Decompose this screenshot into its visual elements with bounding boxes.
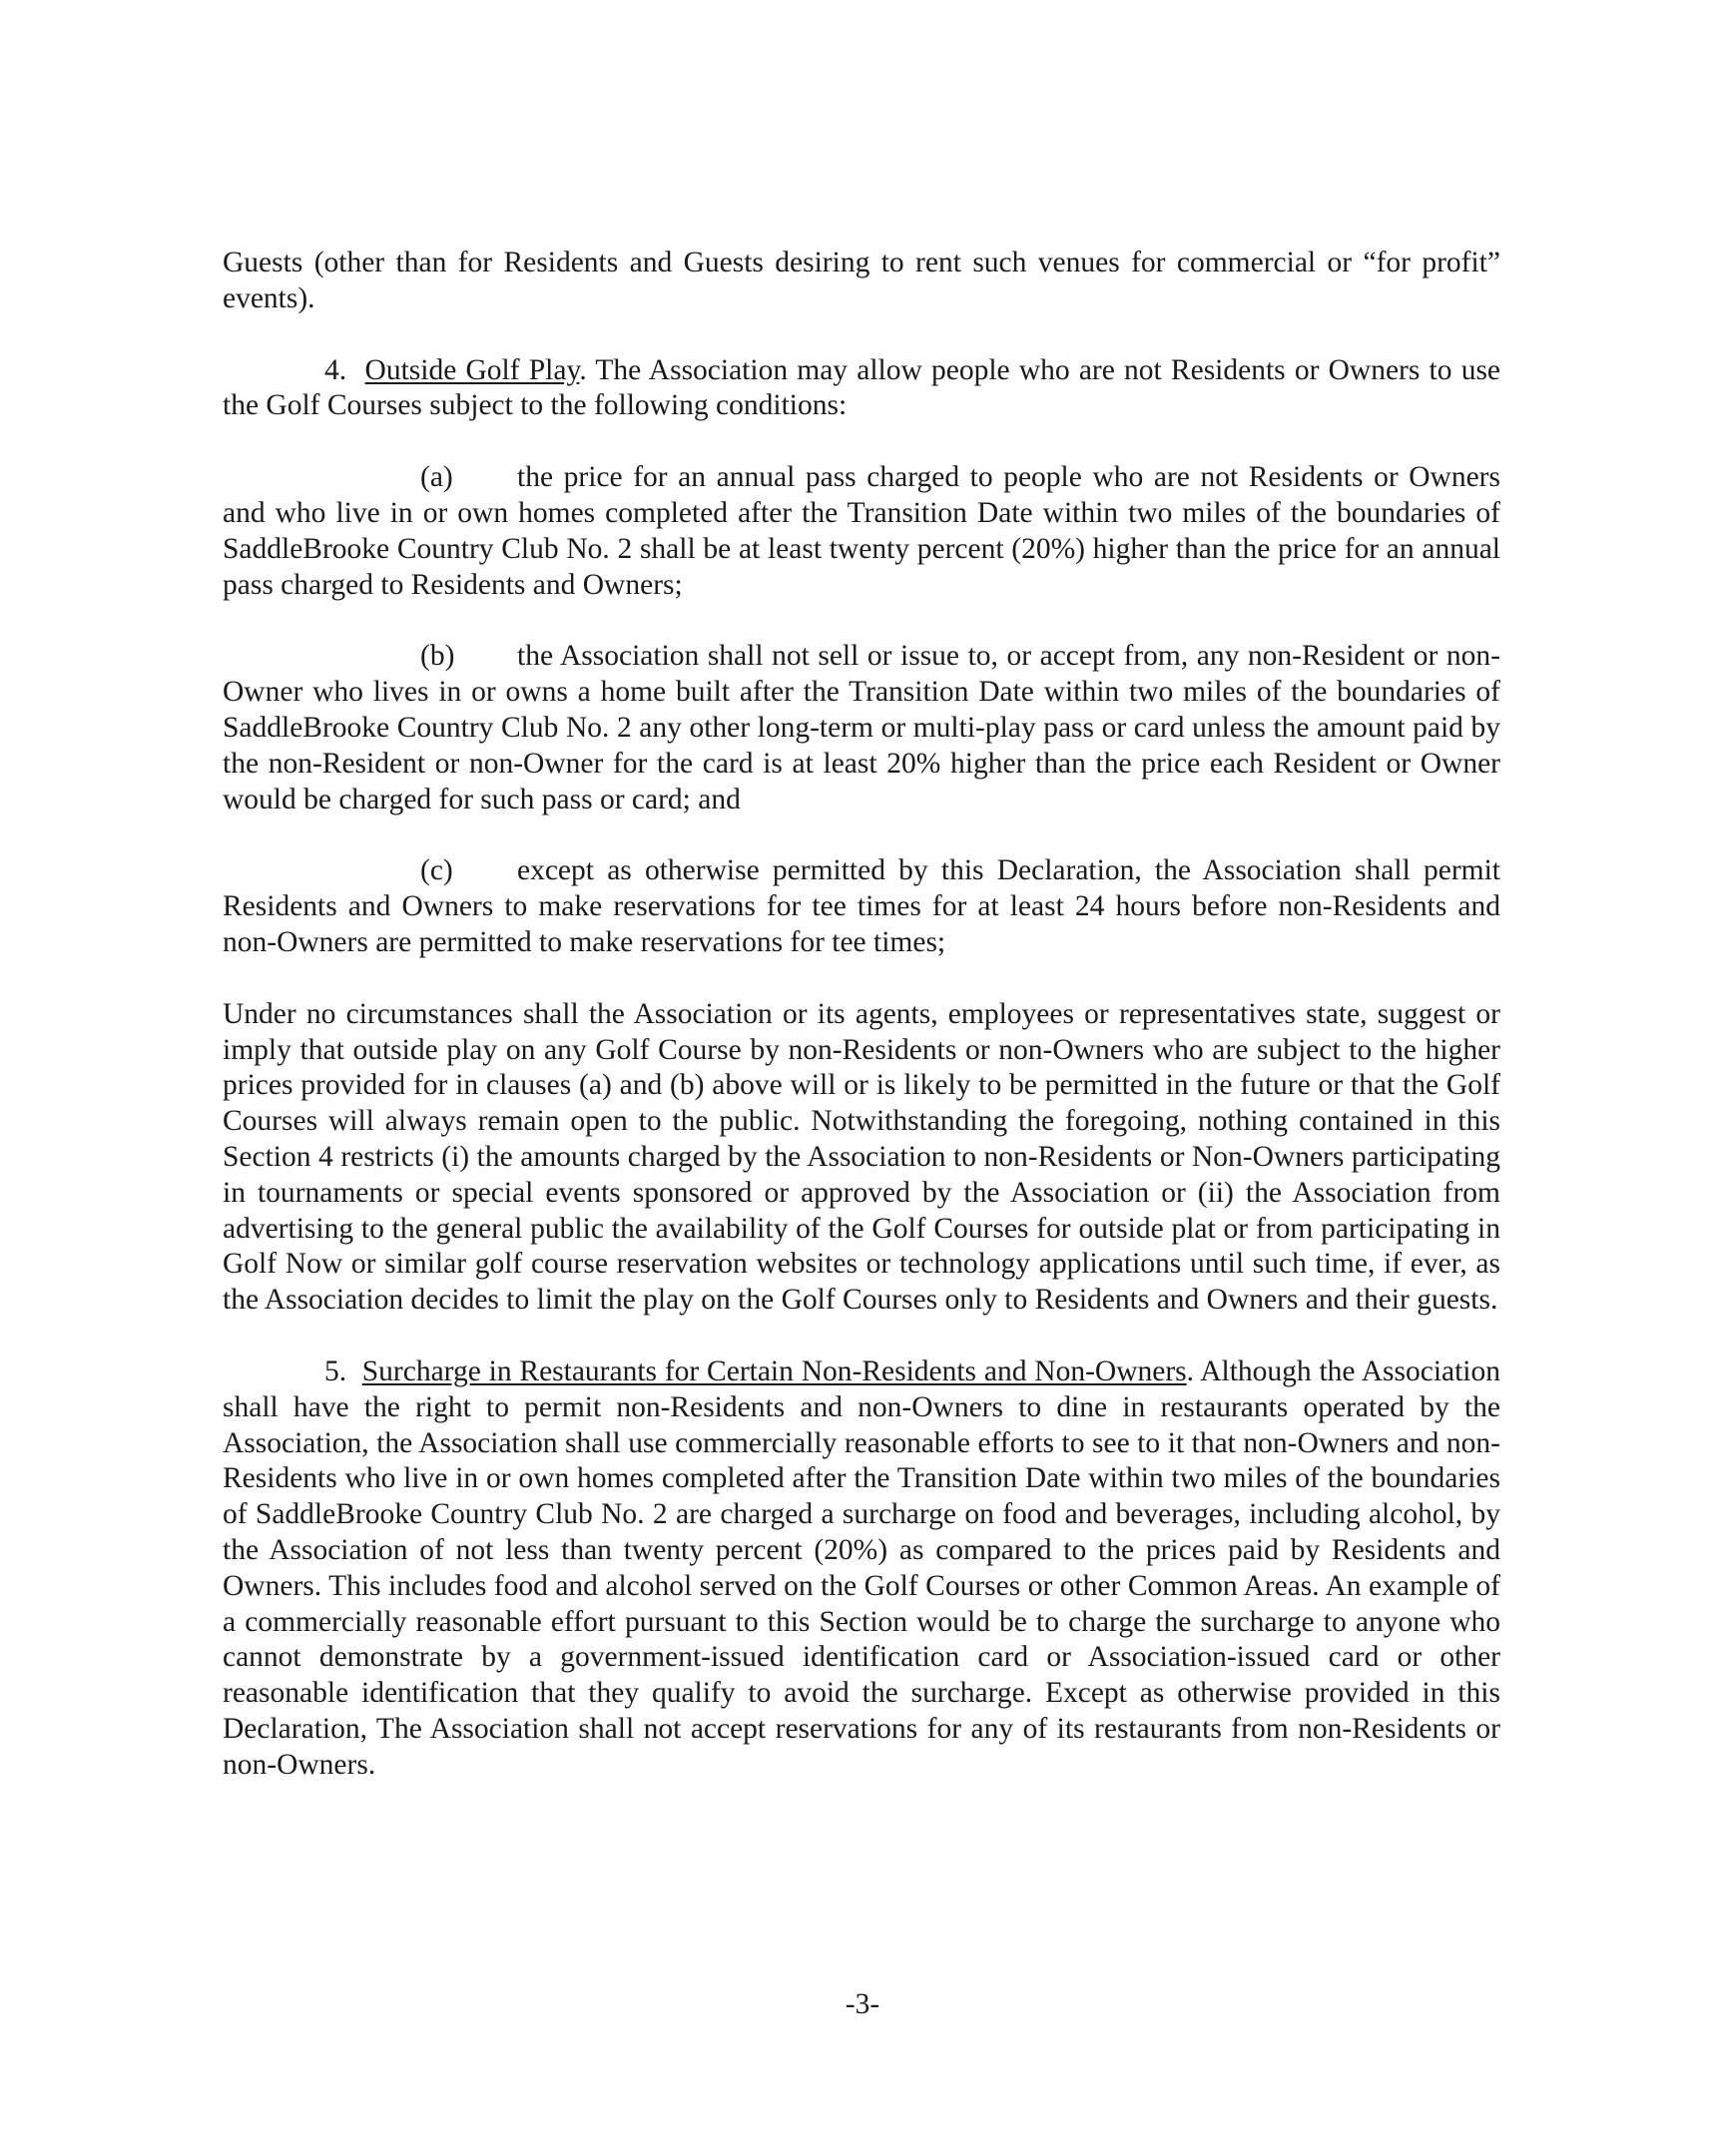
document-page xyxy=(223,246,1500,1819)
clause-c-text: except as otherwise permitted by this Declaration, the Association shall permit Residents and Owners to make reservations for tee times for at least 24 hours before non-Residents and non-Owners are permitted to make reservations for tee times; xyxy=(223,854,1500,958)
clause-c-paragraph xyxy=(223,853,1500,960)
clause-a-label: (a) xyxy=(420,461,453,494)
section-4-title: Outside Golf Play xyxy=(364,353,580,386)
section-4-intro-text: . The Association may allow people who are not Residents or Owners to use the Golf Courses subject to the following conditions: xyxy=(223,353,1501,422)
page-number: -3- xyxy=(845,1988,880,2020)
section-4-number: 4. xyxy=(324,353,347,386)
section-5-title: Surcharge in Restaurants for Certain Non-Residents and Non-Owners xyxy=(361,1354,1187,1387)
continuation-paragraph: Guests (other than for Residents and Guests desiring to rent such venues for commercial or “for profit” events). xyxy=(223,247,1500,314)
section-4-closing-paragraph: Under no circumstances shall the Association or its agents, employees or representatives state, suggest or imply that outside play on any Golf Course by non-Residents or non-Owners who are subject to the higher prices provided for in clauses (a) and (b) above will or is likely to be permitted in the future or that the Golf Courses will always remain open to the public. Notwithstanding the foregoing, nothing contained in this Section 4 restricts (i) the amounts charged by the Association to non-Residents or Non-Owners participating in tournaments or special events sponsored or approved by the Association or (ii) the Association from advertising to the general public the availability of the Golf Courses for outside plat or from participating in Golf Now or similar golf course reservation websites or technology applications until such time, if ever, as the Association decides to limit the play on the Golf Courses only to Residents and Owners and their guests. xyxy=(223,997,1500,1317)
clause-a-paragraph xyxy=(223,460,1500,603)
clause-b-label: (b) xyxy=(420,640,455,673)
clause-a-text: the price for an annual pass charged to people who are not Residents or Owners and who live in or own homes completed after the Transition Date within two miles of the boundaries of SaddleBrooke Country Club No. 2 shall be at least twenty percent (20%) higher than the price for an annual pass charged to Residents and Owners; xyxy=(223,461,1500,601)
section-4-intro-paragraph xyxy=(223,353,1500,425)
clause-b-text: the Association shall not sell or issue to, or accept from, any non-Resident or non-Owner who lives in or owns a home built after the Transition Date within two miles of the boundaries of SaddleBrooke Country Club No. 2 any other long-term or multi-play pass or card unless the amount paid by the non-Resident or non-Owner for the card is at least 20% higher than the price each Resident or Owner would be charged for such pass or card; and xyxy=(223,640,1500,815)
section-5-number: 5. xyxy=(324,1354,347,1387)
clause-b-paragraph xyxy=(223,639,1500,817)
section-5-paragraph xyxy=(223,1354,1500,1784)
section-5-body-text: . Although the Association shall have the right to permit non-Residents and non-Owners to dine in restaurants operated by the Association, the Association shall use commercially reasonable efforts to see to it that non-Owners and non-Residents who live in or own homes completed after the Transition Date within two miles of the boundaries of SaddleBrooke Country Club No. 2 are charged a surcharge on food and beverages, including alcohol, by the Association of not less than twenty percent (20%) as compared to the prices paid by Residents and Owners. This includes food and alcohol served on the Golf Courses or other Common Areas. An example of a commercially reasonable effort pursuant to this Section would be to charge the surcharge to anyone who cannot demonstrate by a government-issued identification card or Association-issued card or other reasonable identification that they qualify to avoid the surcharge. Except as otherwise provided in this Declaration, The Association shall not accept reservations for any of its restaurants from non-Residents or non-Owners. xyxy=(223,1354,1500,1781)
clause-c-label: (c) xyxy=(420,854,453,887)
